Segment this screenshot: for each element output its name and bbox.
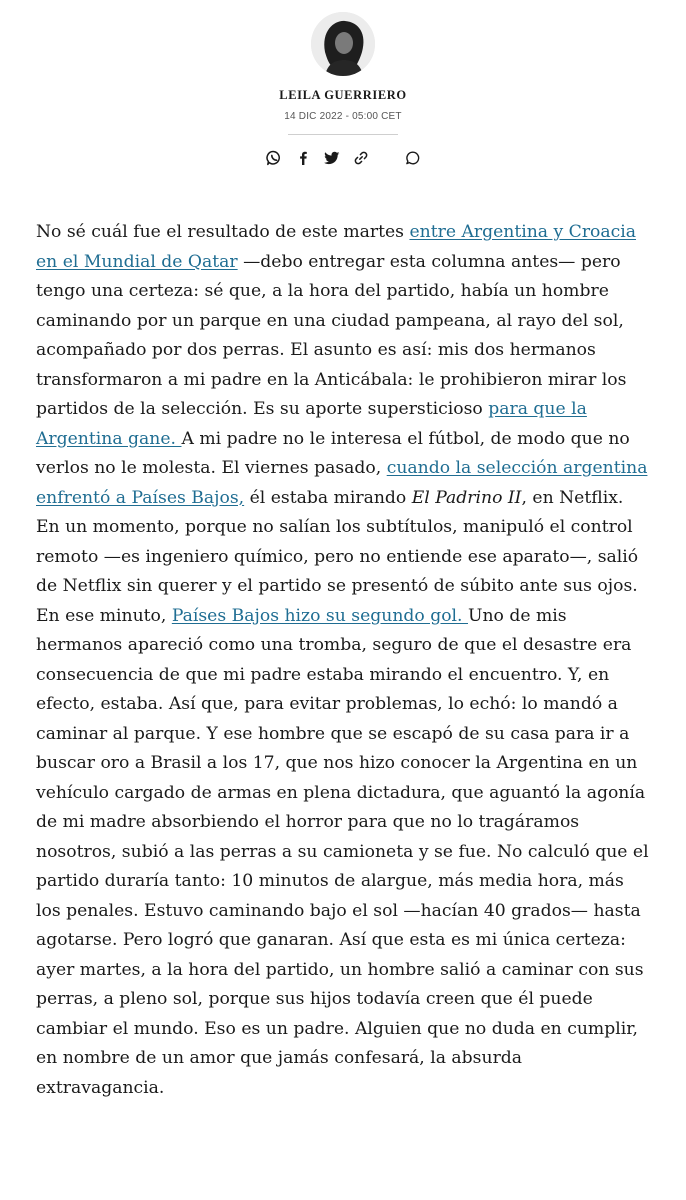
article-body [36,218,652,1103]
comments-button[interactable] [403,148,423,168]
author-name[interactable]: LEILA GUERRIERO [279,88,407,102]
header-divider [288,134,398,135]
share-bar [0,148,686,168]
article-text: A mi padre no le interesa el fútbol, de modo que no verlos no le molesta. El viernes pasado, [36,428,630,478]
twitter-share-button[interactable] [322,148,342,168]
facebook-icon [296,150,310,166]
share-spacer [380,148,394,168]
article-text: , en Netflix. En un momento, porque no salían los subtítulos, manipuló el control remoto —es ingeniero químico, pero no entiende ese aparato—, salió de Netflix sin querer y el partido se presentó de súbito ante sus ojos. En ese minuto, [36,487,639,626]
publish-date: 14 DIC 2022 - 05:00 CET [284,111,402,122]
article-header [0,0,686,168]
film-title: El Padrino II [411,487,522,508]
author-avatar[interactable] [311,12,375,76]
link-argentina-paises-bajos[interactable]: cuando la selección argentina enfrentó a Países Bajos, [36,458,648,508]
article-text: Uno de mis hermanos apareció como una tromba, seguro de que el desastre era consecuencia de que mi padre estaba mirando el encuentro. Y, en efecto, estaba. Así que, para evitar problemas, lo echó: lo mandó a caminar al parque. Y ese hombre que se escapó de su casa para ir a buscar oro a Brasil a los 17, que nos hizo conocer la Argentina en un vehículo cargado de armas en plena dictadura, que aguantó la agonía de mi madre absorbiendo el horror para que no lo tragáramos nosotros, subió a las perras a su camioneta y se fue. No calculó que el partido duraría tanto: 10 minutos de alargue, más media hora, más los penales. Estuvo caminando bajo el sol —hacían 40 grados— hasta agotarse. Pero logró que ganaran. Así que esta es mi única certeza: ayer martes, a la hora del partido, un hombre salió a caminar con sus perras, a pleno sol, porque sus hijos todavía creen que él puede cambiar el mundo. Eso es un padre. Alguien que no duda en cumplir, en nombre de un amor que jamás confesará, la absurda extravagancia. [36,605,649,1098]
article-text: No sé cuál fue el resultado de este martes [36,222,410,242]
article-text: —debo entregar esta columna antes— pero tengo una certeza: sé que, a la hora del partido, había un hombre caminando por un parque en una ciudad pampeana, al rayo del sol, acompañado por dos perras. El asunto es así: mis dos hermanos transformaron a mi padre en la Anticábala: le prohibieron mirar los partidos de la selección. Es su aporte supersticioso [36,251,627,419]
author-photo [311,12,375,76]
comment-icon [405,150,421,166]
facebook-share-button[interactable] [293,148,313,168]
article-text: él estaba mirando [244,487,412,508]
twitter-icon [324,151,340,165]
whatsapp-share-button[interactable] [264,148,284,168]
link-argentina-gane[interactable]: para que la Argentina gane. [36,399,587,449]
link-segundo-gol[interactable]: Países Bajos hizo su segundo gol. [171,605,468,626]
link-icon [353,150,369,166]
whatsapp-icon [266,150,282,166]
link-argentina-croacia[interactable]: entre Argentina y Croacia en el Mundial de Qatar [36,222,637,272]
copy-link-button[interactable] [351,148,371,168]
